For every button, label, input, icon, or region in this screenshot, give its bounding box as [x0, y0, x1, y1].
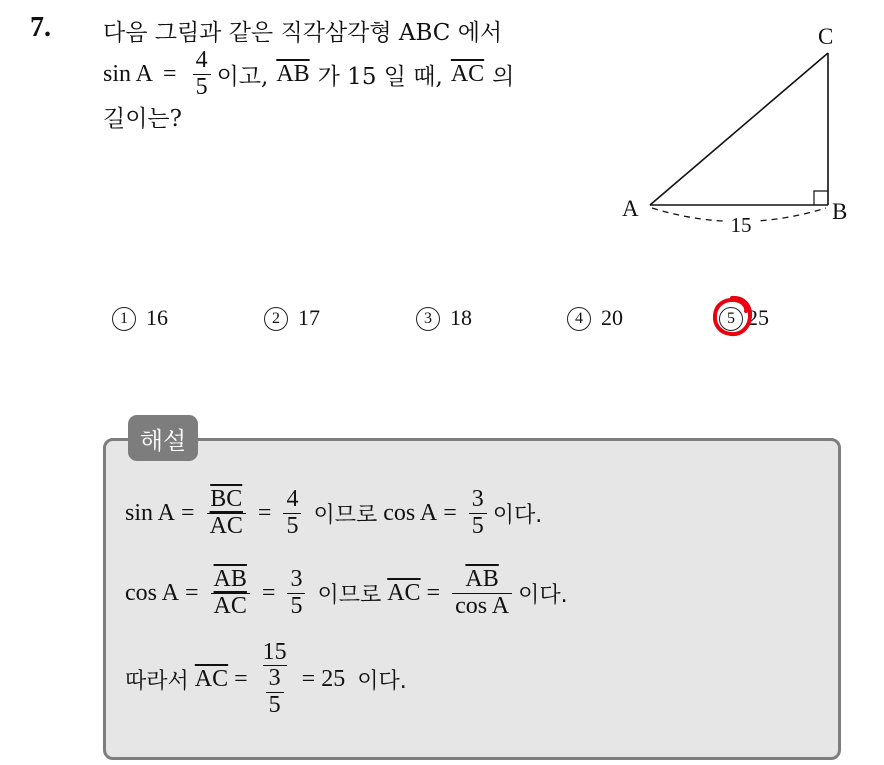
- vertex-b-label: B: [832, 199, 848, 224]
- equals-sign: =: [185, 579, 199, 606]
- choice-3[interactable]: [416, 305, 472, 331]
- fraction-numerator: 3: [268, 665, 281, 692]
- segment-ac: $\overline{AC}$: [194, 665, 229, 692]
- fraction-denominator: 5: [469, 513, 487, 539]
- choice-number-4: 4: [567, 307, 591, 331]
- fraction-denominator: 5: [193, 74, 211, 100]
- question-text-line1: 다음 그림과 같은 직각삼각형 ABC 에서: [103, 20, 503, 46]
- segment-ab: $\overline{AB}$: [276, 60, 310, 87]
- fraction-denominator: 5: [283, 513, 301, 539]
- fraction-numerator: $\overline{AB}$: [213, 566, 247, 593]
- text-ida: 이다.: [357, 668, 407, 694]
- choice-4[interactable]: [567, 305, 623, 331]
- fraction-numerator: $\overline{AB}$: [465, 566, 499, 593]
- text-imeuro: 이므로: [313, 502, 378, 528]
- segment-ac: $\overline{AC}$: [387, 579, 421, 606]
- text-ui: 의: [492, 63, 515, 90]
- triangle-figure: [620, 20, 860, 240]
- solution-line-2: [125, 558, 568, 628]
- equals-result: = 25: [301, 665, 346, 692]
- cos-a: cos A: [125, 579, 179, 606]
- fraction-numerator: 4: [286, 486, 299, 513]
- fraction-numerator: 3: [471, 486, 484, 513]
- equals-sign: =: [443, 499, 457, 526]
- triangle-diagram: [620, 20, 860, 240]
- fraction-numerator: 4: [195, 47, 208, 74]
- choice-value: 20: [601, 305, 623, 330]
- fraction-denominator: cos A: [452, 593, 512, 619]
- choice-number-2: 2: [264, 307, 288, 331]
- choice-5[interactable]: [719, 305, 769, 331]
- equals-sign: =: [163, 60, 177, 87]
- equals-sign: =: [261, 579, 276, 606]
- solution-line-1: [125, 478, 542, 548]
- fraction-denominator: AC: [211, 593, 250, 619]
- choice-1[interactable]: [112, 305, 168, 331]
- choice-number-1: 1: [112, 307, 136, 331]
- equals-sign: =: [234, 665, 248, 692]
- fraction-numerator: 3: [290, 566, 303, 593]
- segment-ac: $\overline{AC}$: [450, 60, 485, 87]
- fraction-denominator: 5: [287, 593, 305, 619]
- solution-tab-label: 해설: [128, 415, 198, 461]
- text-imeuro: 이므로: [317, 582, 382, 608]
- fraction-4-5: [193, 48, 211, 99]
- solution-line-3: [125, 632, 413, 726]
- vertex-c-label: C: [818, 24, 834, 49]
- choice-value: 16: [146, 305, 168, 330]
- right-angle-mark: [814, 191, 828, 205]
- equals-sign: =: [426, 579, 441, 606]
- inner-fraction-3-5: [266, 666, 284, 717]
- fraction-denominator: 5: [266, 692, 284, 718]
- text-ttaraseo: 따라서: [125, 668, 189, 694]
- choice-value: 25: [747, 305, 769, 330]
- choice-number-3: 3: [416, 307, 440, 331]
- answer-choices: [0, 305, 884, 339]
- choice-2[interactable]: [264, 305, 320, 331]
- answer-circle-mark: [709, 293, 755, 339]
- text-ida: 이다.: [518, 582, 568, 608]
- sin-a: sin A: [103, 60, 154, 87]
- choice-value: 18: [450, 305, 472, 330]
- fraction-ab-ac: [211, 567, 250, 618]
- fraction-4-5: [283, 487, 301, 538]
- vertex-a-label: A: [622, 196, 639, 221]
- fraction-numerator: $\overline{BC}$: [210, 486, 243, 513]
- fraction-ab-cosa: [452, 567, 512, 618]
- fraction-3-5: [287, 567, 305, 618]
- side-length-label: 15: [730, 213, 752, 237]
- sin-a: sin A: [125, 499, 176, 526]
- choice-number-5: 5: [719, 307, 743, 331]
- fraction-numerator: 15: [262, 639, 287, 666]
- cos-a: cos A: [383, 499, 438, 526]
- text-igo: 이고,: [216, 63, 269, 90]
- equals-sign: =: [257, 499, 272, 526]
- complex-fraction-15-over-3-5: [260, 640, 290, 718]
- side-ac: [650, 53, 828, 205]
- fraction-denominator: [263, 665, 287, 717]
- fraction-bc-ac: [207, 487, 246, 538]
- question-text-line2: [103, 44, 514, 104]
- text-ga-15: 가 15 일 때,: [317, 63, 443, 90]
- fraction-3-5: [469, 487, 487, 538]
- question-number: 7.: [30, 12, 51, 43]
- question-text-line3: 길이는?: [103, 106, 182, 132]
- text-ida: 이다.: [492, 502, 543, 528]
- choice-value: 17: [298, 305, 320, 330]
- equals-sign: =: [181, 499, 195, 526]
- fraction-denominator: AC: [207, 513, 246, 539]
